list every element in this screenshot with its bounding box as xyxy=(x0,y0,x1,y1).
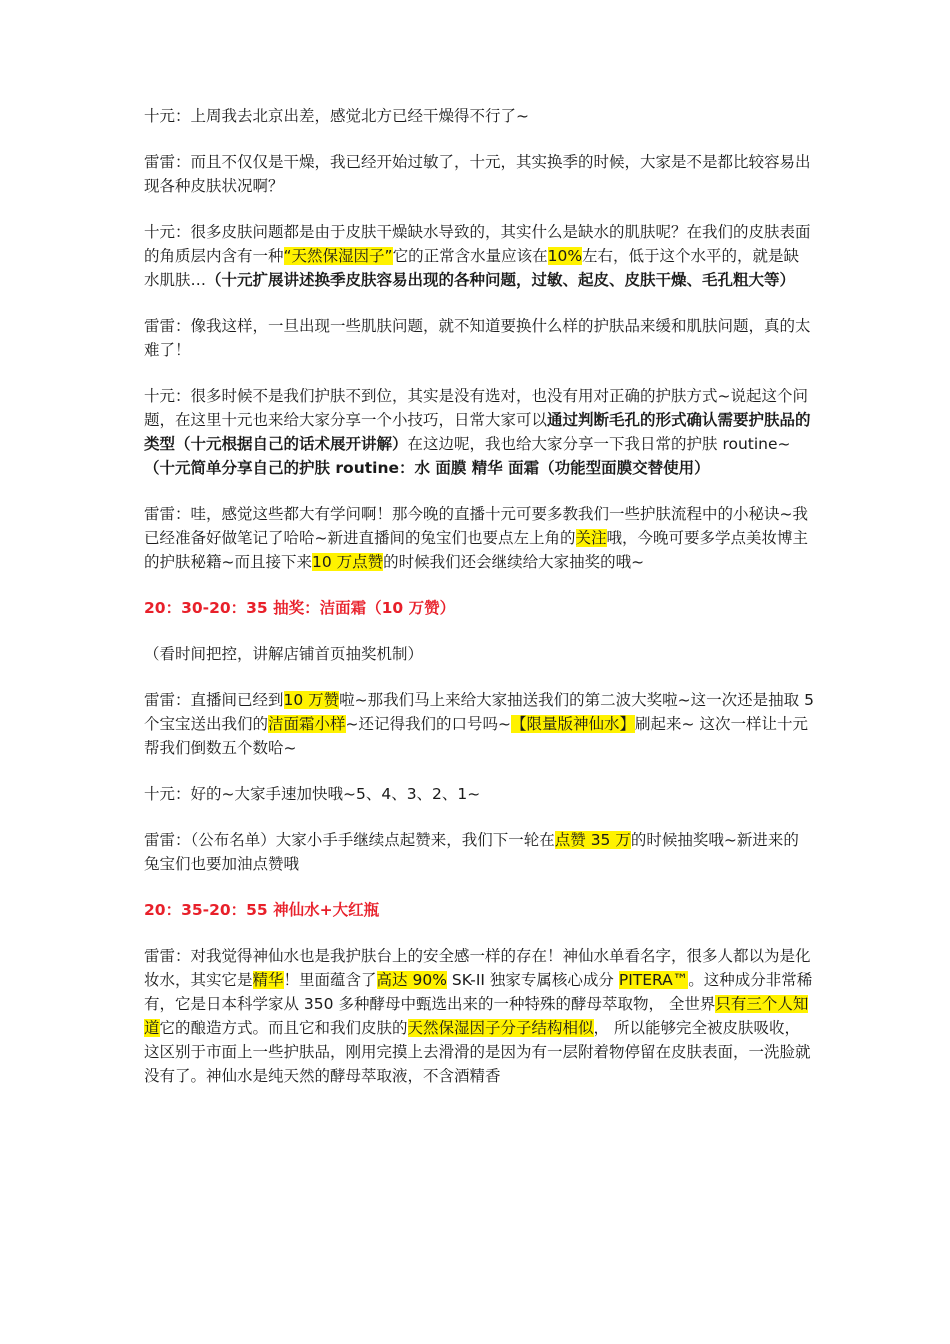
text-run: 哦，今晚可要多学点美妆博主的护肤秘籍~而且接下来 xyxy=(144,529,809,571)
text-run: 雷雷：哇，感觉这些都大有学问啊！那今晚的直播十元可要多教我们一些护肤流程中的小秘诀~我已经准备好做笔记了哈哈~新进直播间的兔宝们也要点左上角的 xyxy=(144,505,808,547)
highlighted-text: 10% xyxy=(547,247,583,265)
highlighted-text: 高达 90% xyxy=(376,971,447,989)
paragraph xyxy=(144,828,814,876)
section-heading: 20：35-20：55 神仙水+大红瓶 xyxy=(144,901,380,919)
text-run: 的时候抽奖哦~新进来的兔宝们也要加油点赞哦 xyxy=(144,831,799,873)
paragraph xyxy=(144,944,814,1088)
highlighted-text: 【限量版神仙水】 xyxy=(511,715,636,733)
paragraph xyxy=(144,596,814,620)
paragraph xyxy=(144,314,814,362)
bold-note: 通过判断毛孔的形式确认需要护肤品的类型（十元根据自己的话术展开讲解） xyxy=(144,411,811,453)
text-run: 左右，低于这个水平的，就是缺水肌肤… xyxy=(144,247,800,289)
text-run: SK-II 独家专属核心成分 xyxy=(446,971,619,989)
highlighted-text: 只有三个人知道 xyxy=(144,995,809,1037)
paragraph xyxy=(144,502,814,574)
text-run: 雷雷：像我这样，一旦出现一些肌肤问题，就不知道要换什么样的护肤品来缓和肌肤问题，真的太难了！ xyxy=(144,317,811,359)
paragraph xyxy=(144,642,814,666)
paragraph xyxy=(144,104,814,128)
text-run: ， 所以能够完全被皮肤吸收，这区别于市面上一些护肤品，刚用完摸上去滑滑的是因为有一层附着物停留在皮肤表面，一洗脸就没有了。神仙水是纯天然的酵母萃取液，不含酒精香 xyxy=(144,1019,811,1085)
text-run: ~还记得我们的口号吗~ xyxy=(345,715,512,733)
paragraph xyxy=(144,384,814,480)
text-run: 雷雷：直播间已经到 xyxy=(144,691,284,709)
highlighted-text: PITERA™ xyxy=(618,971,689,989)
highlighted-text: 精华 xyxy=(252,971,284,989)
text-run: 它的正常含水量应该在 xyxy=(392,247,548,265)
section-heading: 20：30-20：35 抽奖：洁面霜（10 万赞） xyxy=(144,599,456,617)
text-run: 。这种成分非常稀有，它是日本科学家从 350 多种酵母中甄选出来的一种特殊的酵母萃取物， 全世界 xyxy=(144,971,813,1013)
text-run: 它的酿造方式。而且它和我们皮肤的 xyxy=(159,1019,408,1037)
text-run: 十元：好的~大家手速加快哦~5、4、3、2、1~ xyxy=(144,785,481,803)
text-run: 十元：上周我去北京出差，感觉北方已经干燥得不行了~ xyxy=(144,107,529,125)
text-run: （看时间把控，讲解店铺首页抽奖机制） xyxy=(144,645,424,663)
text-run: 雷雷：对我觉得神仙水也是我护肤台上的安全感一样的存在！神仙水单看名字，很多人都以为是化妆水，其实它是 xyxy=(144,947,811,989)
highlighted-text: 点赞 35 万 xyxy=(554,831,631,849)
paragraph xyxy=(144,898,814,922)
document-page xyxy=(144,104,814,1110)
text-run: 啦~那我们马上来给大家抽送我们的第二波大奖啦~这一次还是抽取 5 个宝宝送出我们的 xyxy=(144,691,814,733)
text-run: 雷雷：而且不仅仅是干燥，我已经开始过敏了，十元，其实换季的时候，大家是不是都比较容易出现各种皮肤状况啊？ xyxy=(144,153,811,195)
paragraph xyxy=(144,782,814,806)
paragraph xyxy=(144,220,814,292)
text-run: 在这边呢，我也给大家分享一下我日常的护肤 routine~ xyxy=(407,435,791,453)
highlighted-text: 10 万赞 xyxy=(283,691,340,709)
paragraph xyxy=(144,688,814,760)
highlighted-text: 关注 xyxy=(575,529,607,547)
paragraph xyxy=(144,150,814,198)
highlighted-text: 天然保湿因子分子结构相似 xyxy=(407,1019,594,1037)
text-run: 十元：很多时候不是我们护肤不到位，其实是没有选对，也没有用对正确的护肤方式~说起这个问题，在这里十元也来给大家分享一个小技巧，日常大家可以 xyxy=(144,387,808,429)
text-run: 的时候我们还会继续给大家抽奖的哦~ xyxy=(383,553,645,571)
text-run: 刷起来~ 这次一样让十元帮我们倒数五个数哈~ xyxy=(144,715,808,757)
highlighted-text: 洁面霜小样 xyxy=(268,715,346,733)
text-run: 雷雷：（公布名单）大家小手手继续点起赞来，我们下一轮在 xyxy=(144,831,555,849)
text-run: ！里面蕴含了 xyxy=(283,971,377,989)
bold-note: （十元扩展讲述换季皮肤容易出现的各种问题，过敏、起皮、皮肤干燥、毛孔粗大等） xyxy=(206,271,796,289)
text-run: 十元：很多皮肤问题都是由于皮肤干燥缺水导致的，其实什么是缺水的肌肤呢？在我们的皮肤表面的角质层内含有一种 xyxy=(144,223,811,265)
highlighted-text: “天然保湿因子” xyxy=(283,247,393,265)
bold-note: （十元简单分享自己的护肤 routine：水 面膜 精华 面霜（功能型面膜交替使用） xyxy=(144,459,710,477)
highlighted-text: 10 万点赞 xyxy=(312,553,384,571)
